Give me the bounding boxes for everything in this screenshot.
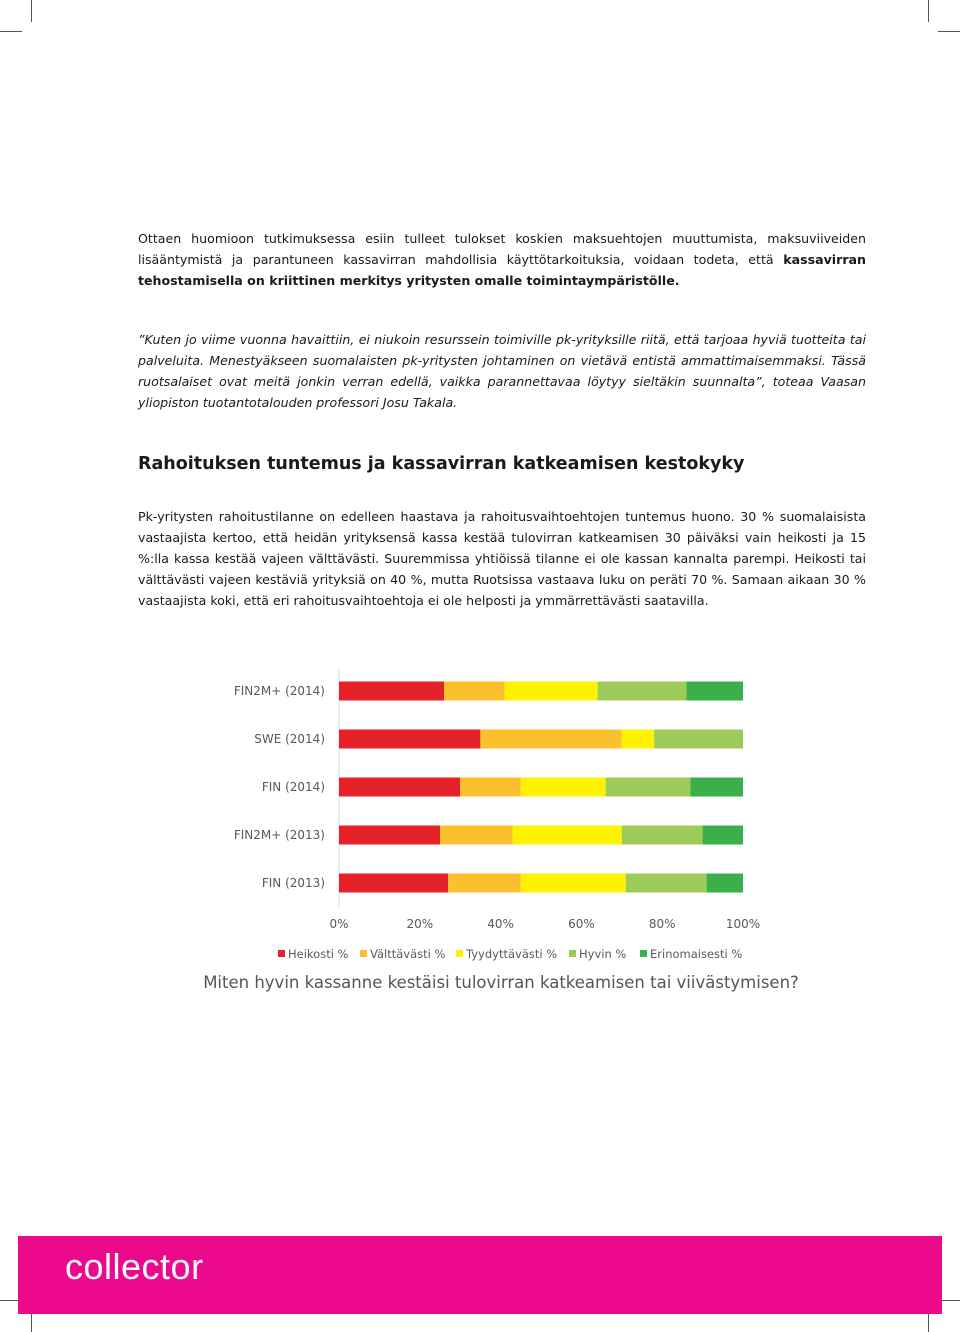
legend-swatch [456, 950, 463, 957]
bar-segment [707, 874, 743, 893]
stacked-bar-chart [0, 660, 960, 970]
bar-segment [505, 682, 598, 701]
bar-segment [339, 874, 448, 893]
bar-segment [339, 826, 440, 845]
footer-band [18, 1236, 942, 1314]
legend-label: Välttävästi % [370, 947, 446, 961]
bar-segment [598, 682, 687, 701]
legend-swatch [640, 950, 647, 957]
collector-logo: collector [65, 1246, 204, 1287]
bar-segment [460, 778, 521, 797]
legend-swatch [360, 950, 367, 957]
intro-text: Ottaen huomioon tutkimuksessa esiin tulleet tulokset koskien maksuehtojen muuttumista, maksuviiveiden lisääntymistä ja parantuneen kassavirran mahdollisia käyttötarkoituksia, voidaan todeta, että [138, 231, 866, 267]
legend-label: Tyydyttävästi % [466, 947, 558, 961]
section-heading: Rahoituksen tuntemus ja kassavirran katkeamisen kestokyky [138, 454, 745, 474]
legend-label: Heikosti % [288, 947, 349, 961]
x-tick-label: 80% [648, 917, 676, 931]
legend-swatch [278, 950, 285, 957]
x-tick-label: 100% [725, 917, 761, 931]
crop-mark-top-right-h [938, 31, 960, 32]
crop-mark-top-left-v [31, 0, 32, 22]
bar-segment [480, 730, 621, 749]
bar-segment [686, 682, 743, 701]
bar-segment [703, 826, 743, 845]
category-label: FIN (2014) [261, 780, 325, 794]
bar-segment [690, 778, 743, 797]
intro-bold-text: kassavirran tehostamisella on kriittinen merkitys yritysten omalle toimintaympäristölle. [138, 252, 866, 288]
x-tick-label: 20% [406, 917, 434, 931]
bar-segment [654, 730, 743, 749]
legend-label: Hyvin % [579, 947, 627, 961]
crop-mark-top-left-h [0, 31, 22, 32]
bar-segment [513, 826, 622, 845]
bar-segment [606, 778, 691, 797]
bar-segment [622, 730, 654, 749]
bar-segment [339, 778, 460, 797]
bar-segment [339, 682, 444, 701]
bar-segment [626, 874, 707, 893]
category-label: FIN (2013) [261, 876, 325, 890]
x-tick-label: 40% [487, 917, 514, 931]
x-tick-label: 0% [329, 917, 349, 931]
category-label: FIN2M+ (2014) [233, 684, 325, 698]
category-label: SWE (2014) [254, 732, 325, 746]
bar-segment [440, 826, 513, 845]
section-body: Pk-yritysten rahoitustilanne on edelleen haastava ja rahoitusvaihtoehtojen tuntemus huono. 30 % suomalaisista vastaajista kertoo, että heidän yrityksensä kassa kestää tulovirran katkeamisen 30 päiväksi vain heikosti ja 15 %:lla kassa kestää vajeen välttävästi. Suuremmissa yhtiöissä tilanne ei ole kassan kannalta parempi. Heikosti tai välttävästi vajeen kestäviä yrityksiä on 40 %, mutta Ruotsissa vastaava luku on peräti 70 %. Samaan aikaan 30 % vastaajista koki, että eri rahoitusvaihtoehtoja ei ole helposti ja ymmärrettävästi saatavilla. [138, 509, 866, 608]
legend-swatch [569, 950, 576, 957]
chart-title: Miten hyvin kassanne kestäisi tulovirran katkeamisen tai viivästymisen? [203, 973, 799, 992]
bar-segment [339, 730, 480, 749]
legend-label: Erinomaisesti % [650, 947, 743, 961]
bar-segment [521, 778, 606, 797]
intro-paragraph [138, 228, 866, 291]
bar-segment [521, 874, 626, 893]
bar-segment [622, 826, 703, 845]
bar-segment [444, 682, 505, 701]
crop-mark-top-right-v [928, 0, 929, 22]
category-label: FIN2M+ (2013) [233, 828, 325, 842]
bar-segment [448, 874, 521, 893]
x-tick-label: 60% [568, 917, 595, 931]
quote-paragraph: ”Kuten jo viime vuonna havaittiin, ei niukoin resurssein toimiville pk-yrityksille riitä, että tarjoaa hyviä tuotteita tai palveluita. Menestyäkseen suomalaisten pk-yritysten johtaminen on vietävä entistä ammattimaisemmaksi. Tässä ruotsalaiset ovat meitä jonkin verran edellä, vaikka parannettavaa löytyy sieltäkin suunnalta”, toteaa Vaasan yliopiston tuotantotalouden professori Josu Takala. [138, 332, 866, 410]
